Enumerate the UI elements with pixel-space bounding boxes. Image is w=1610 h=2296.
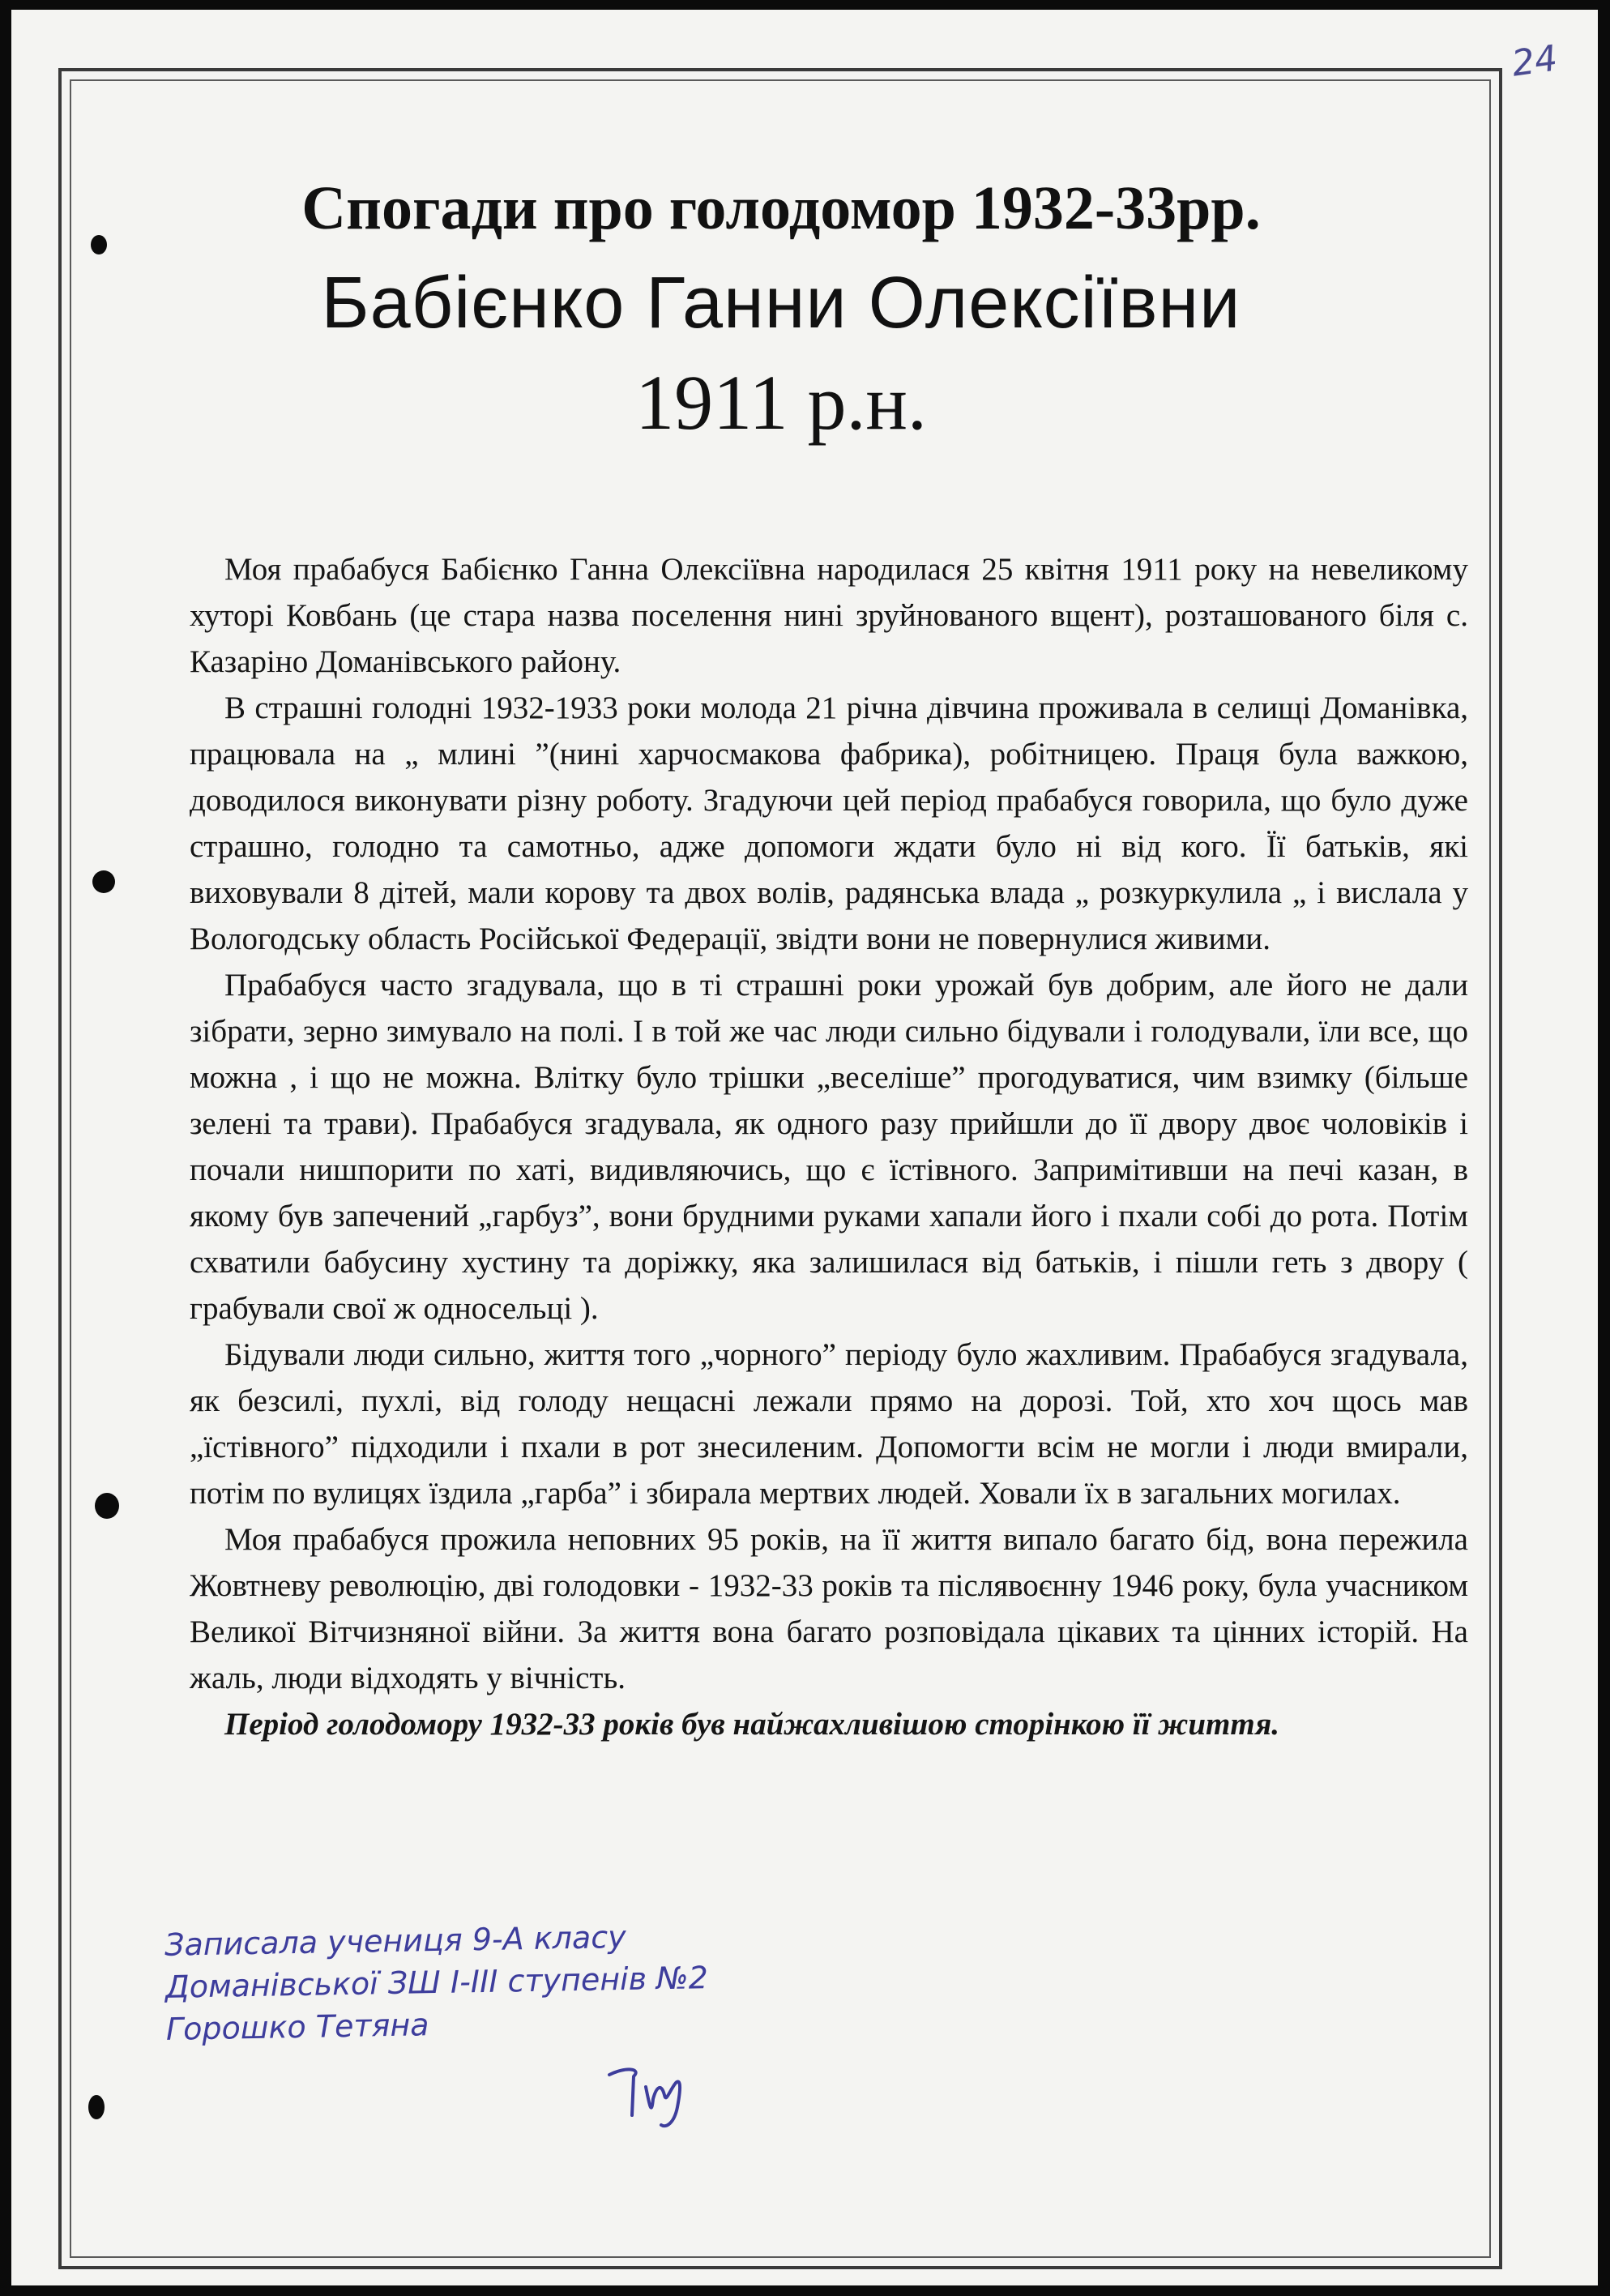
- signature-mark: [601, 2059, 707, 2131]
- conclusion-paragraph: Період голодомору 1932-33 років був найжахливішою сторінкою її життя.: [224, 1707, 1280, 1742]
- punch-hole: [88, 2095, 105, 2119]
- handwritten-note-line: Записала учениця 9-А класу: [164, 1918, 627, 1963]
- document-page: [11, 10, 1598, 2285]
- paragraph: Бідували люди сильно, життя того „чорного” періоду було жахливим. Прабабуся згадувала, як безсилі, пухлі, від голоду нещасні лежали прямо на дорозі. Той, хто хоч щось мав „їстівного” підходили і пхали в рот знесиленим. Допомогти всім не могли і люди вмирали, потім по вулицях їздила „гарба” і збирала мертвих людей. Ховали їх в загальних могилах.: [190, 1337, 1468, 1511]
- document-title: [133, 168, 1429, 451]
- handwritten-note: [164, 1914, 709, 2050]
- paragraph: Моя прабабуся прожила неповних 95 років, на її життя випало багато бід, вона пережила Жовтневу революцію, дві голодовки - 1932-33 років та післявоєнну 1946 року, була учасником Великої Вітчизняної війни. За життя вона багато розповідала цікавих та цінних історій. На жаль, люди відходять у вічність.: [190, 1522, 1468, 1695]
- punch-hole: [91, 235, 107, 254]
- paragraph: В страшні голодні 1932-1933 роки молода 21 річна дівчина проживала в селищі Доманівка, працювала на „ млині ”(нині харчосмакова фабрика), робітницею. Праця була важкою, доводилося виконувати різну роботу. Згадуючи цей період прабабуся говорила, що було дуже страшно, голодно та самотньо, адже допомоги ждати було ні від кого. Її батьків, які виховували 8 дітей, мали корову та двох волів, радянська влада „ розкуркулила „ і вислала у Вологодську область Російської Федерації, звідти вони не повернулися живими.: [190, 691, 1468, 956]
- paragraph: Прабабуся часто згадувала, що в ті страшні роки урожай був добрим, але його не дали зібрати, зерно зимувало на полі. І в той же час люди сильно бідували і голодували, їли все, що можна , і що не можна. Влітку було трішки „веселіше” прогодуватися, чим взимку (більше зелені та трави). Прабабуся згадувала, як одного разу прийшли до її двору двоє чоловіків і почали нишпорити по хаті, видивляючись, що є їстівного. Запримітивши на печі казан, в якому був запечений „гарбуз”, вони брудними руками хапали його і пхали собі до рота. Потім схватили бабусину хустину та доріжку, яка залишилася від батьків, і пішли геть з двору ( грабували свої ж односельці ).: [190, 968, 1468, 1326]
- title-person-name: Бабієнко Ганни Олексіївни: [321, 263, 1241, 344]
- punch-hole: [95, 1493, 119, 1519]
- handwritten-note-line: Горошко Тетяна: [165, 2007, 429, 2047]
- title-birth-year: 1911 р.н.: [635, 359, 927, 446]
- paragraph: Моя прабабуся Бабієнко Ганна Олексіївна народилася 25 квітня 1911 року на невеликому хуторі Ковбань (це стара назва поселення нині зруйнованого вщент), розташованого біля с. Казаріно Доманівського району.: [190, 552, 1468, 679]
- handwritten-note-line: Доманівської ЗШ І-ІІІ ступенів №2: [164, 1960, 709, 2005]
- punch-hole: [92, 870, 115, 893]
- title-heading: Спогади про голодомор 1932-33рр.: [301, 174, 1261, 242]
- handwritten-page-number: 24: [1509, 37, 1561, 85]
- memoir-text: [190, 546, 1468, 1747]
